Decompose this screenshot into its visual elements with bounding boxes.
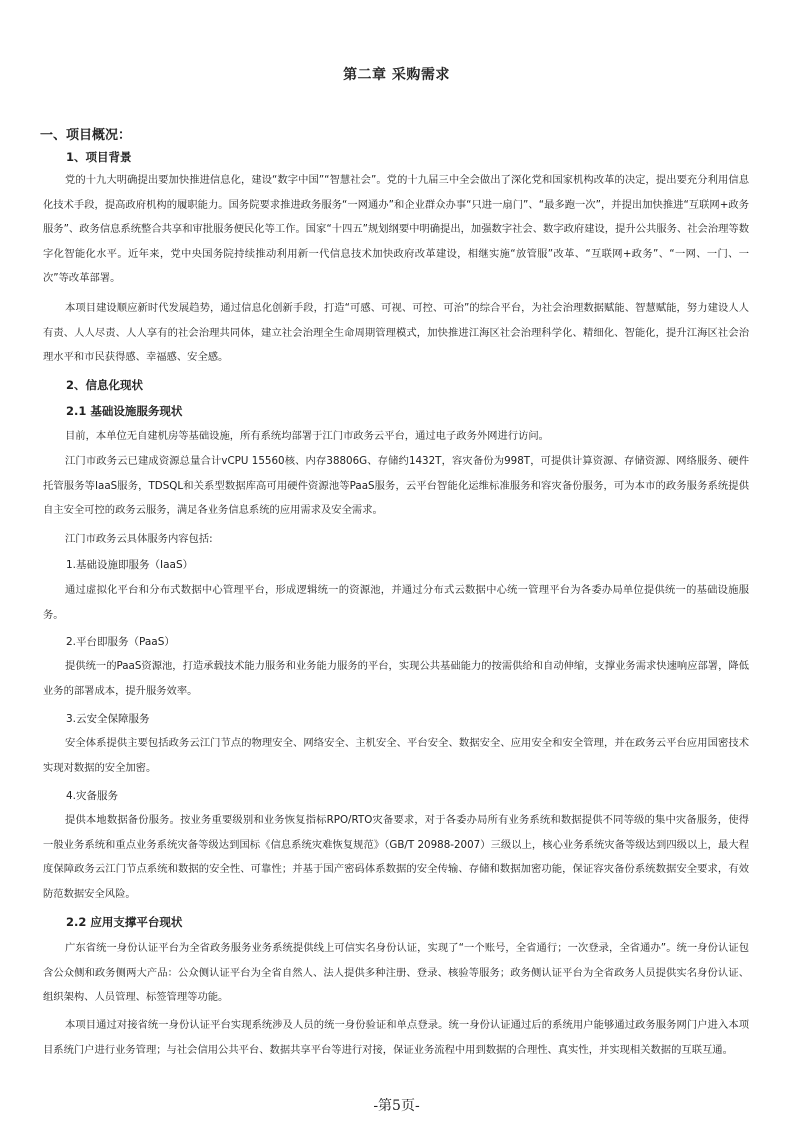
paragraph-disaster-backup: 提供本地数据备份服务。按业务重要级别和业务恢复指标RPO/RTO灾备要求，对于各委办局所有业务系统和数据提供不同等级的集中灾备服务，使得一般业务系统和重点业务系统灾备等级达到国标《信息系统灾难恢复规范》（GB/T 20988-2007）三级以上，核心业务系统灾备等级达到四级以上，最大程度保障政务云江门节点系统和数据的安全性、可靠性；并基于国产密码体系数据的安全传输、存储和数据加密功能，保证容灾备份系统数据安全要求，有效防范数据安全风险。 [43, 814, 749, 900]
subheading-infrastructure-status: 2.1 基础设施服务现状 [66, 404, 183, 418]
paragraph-background-2: 本项目建设顺应新时代发展趋势，通过信息化创新手段，打造“可感、可视、可控、可治”的综合平台，为社会治理数据赋能、智慧赋能，努力建设人人有责、人人尽责、人人享有的社会治理共同体，建立社会治理全生命周期管理模式，加快推进江海区社会治理科学化、精细化、智能化，提升江海区社会治理水平和市民获得感、幸福感、安全感。 [43, 302, 749, 363]
paragraph-paas: 提供统一的PaaS资源池，打造承载技术能力服务和业务能力服务的平台，实现公共基础能力的按需供给和自动伸缩，支撑业务需求快速响应部署，降低业务的部署成本，提升服务效率。 [43, 660, 749, 697]
paragraph-cloud-security: 安全体系提供主要包括政务云江门节点的物理安全、网络安全、主机安全、平台安全、数据安全、应用安全和安全管理，并在政务云平台应用国密技术实现对数据的安全加密。 [43, 737, 749, 774]
section-heading-project-overview: 一、项目概况： [40, 128, 132, 143]
subheading-informatization-status: 2、信息化现状 [66, 378, 144, 392]
paragraph-iaas: 通过虚拟化平台和分布式数据中心管理平台，形成逻辑统一的资源池，并通过分布式云数据中心统一管理平台为各委办局单位提供统一的基础设施服务。 [43, 584, 749, 621]
item-disaster-backup: 4.灾备服务 [66, 790, 119, 802]
paragraph-application-2: 本项目通过对接省统一身份认证平台实现系统涉及人员的统一身份验证和单点登录。统一身份认证通过后的系统用户能够通过政务服务网门户进入本项目系统门户进行业务管理；与社会信用公共平台、数据共享平台等进行对接，保证业务流程中用到数据的合理性、真实性，并实现相关数据的互联互通。 [43, 1019, 749, 1056]
paragraph-infrastructure-1: 目前，本单位无自建机房等基础设施，所有系统均部署于江门市政务云平台，通过电子政务外网进行访问。 [65, 430, 549, 442]
paragraph-infrastructure-2: 江门市政务云已建成资源总量合计vCPU 15560核、内存38806G、存储约1432T，容灾备份为998T，可提供计算资源、存储资源、网络服务、硬件托管服务等IaaS服务，TDSQL和关系型数据库高可用硬件资源池等PaaS服务，云平台智能化运维标准服务和容灾备份服务，可为本市的政务服务系统提供自主安全可控的政务云服务，满足各业务信息系统的应用需求及安全需求。 [43, 455, 749, 516]
subheading-project-background: 1、项目背景 [66, 150, 132, 164]
item-paas: 2.平台即服务（PaaS） [66, 636, 175, 648]
subheading-application-support: 2.2 应用支撑平台现状 [66, 915, 183, 929]
item-iaas: 1.基础设施即服务（IaaS） [66, 559, 194, 571]
paragraph-infrastructure-3: 江门市政务云具体服务内容包括: [65, 533, 213, 545]
page-number-footer: -第5页- [373, 1098, 420, 1114]
item-cloud-security: 3.云安全保障服务 [66, 713, 150, 725]
paragraph-application-1: 广东省统一身份认证平台为全省政务服务业务系统提供线上可信实名身份认证，实现了“一个账号，全省通行；一次登录，全省通办”。统一身份认证包含公众侧和政务侧两大产品：公众侧认证平台为全省自然人、法人提供多种注册、登录、核验等服务；政务侧认证平台为全省政务人员提供实名身份认证、组织架构、人员管理、标签管理等功能。 [43, 942, 749, 1003]
chapter-title: 第二章 采购需求 [343, 67, 450, 83]
paragraph-background-1: 党的十九大明确提出要加快推进信息化，建设“数字中国”“智慧社会”。党的十九届三中全会做出了深化党和国家机构改革的决定，提出要充分利用信息化技术手段，提高政府机构的履职能力。国务院要求推进政务服务“一网通办”和企业群众办事“只进一扇门”、“最多跑一次”，并提出加快推进“互联网+政务服务”、政务信息系统整合共享和审批服务便民化等工作。国家“十四五”规划纲要中明确提出，加强数字社会、数字政府建设，提升公共服务、社会治理等数字化智能化水平。近年来，党中央国务院持续推动利用新一代信息技术加快政府改革建设，相继实施“放管服”改革、“互联网+政务”、“一网、一门、一次”等改革部署。 [43, 174, 749, 284]
